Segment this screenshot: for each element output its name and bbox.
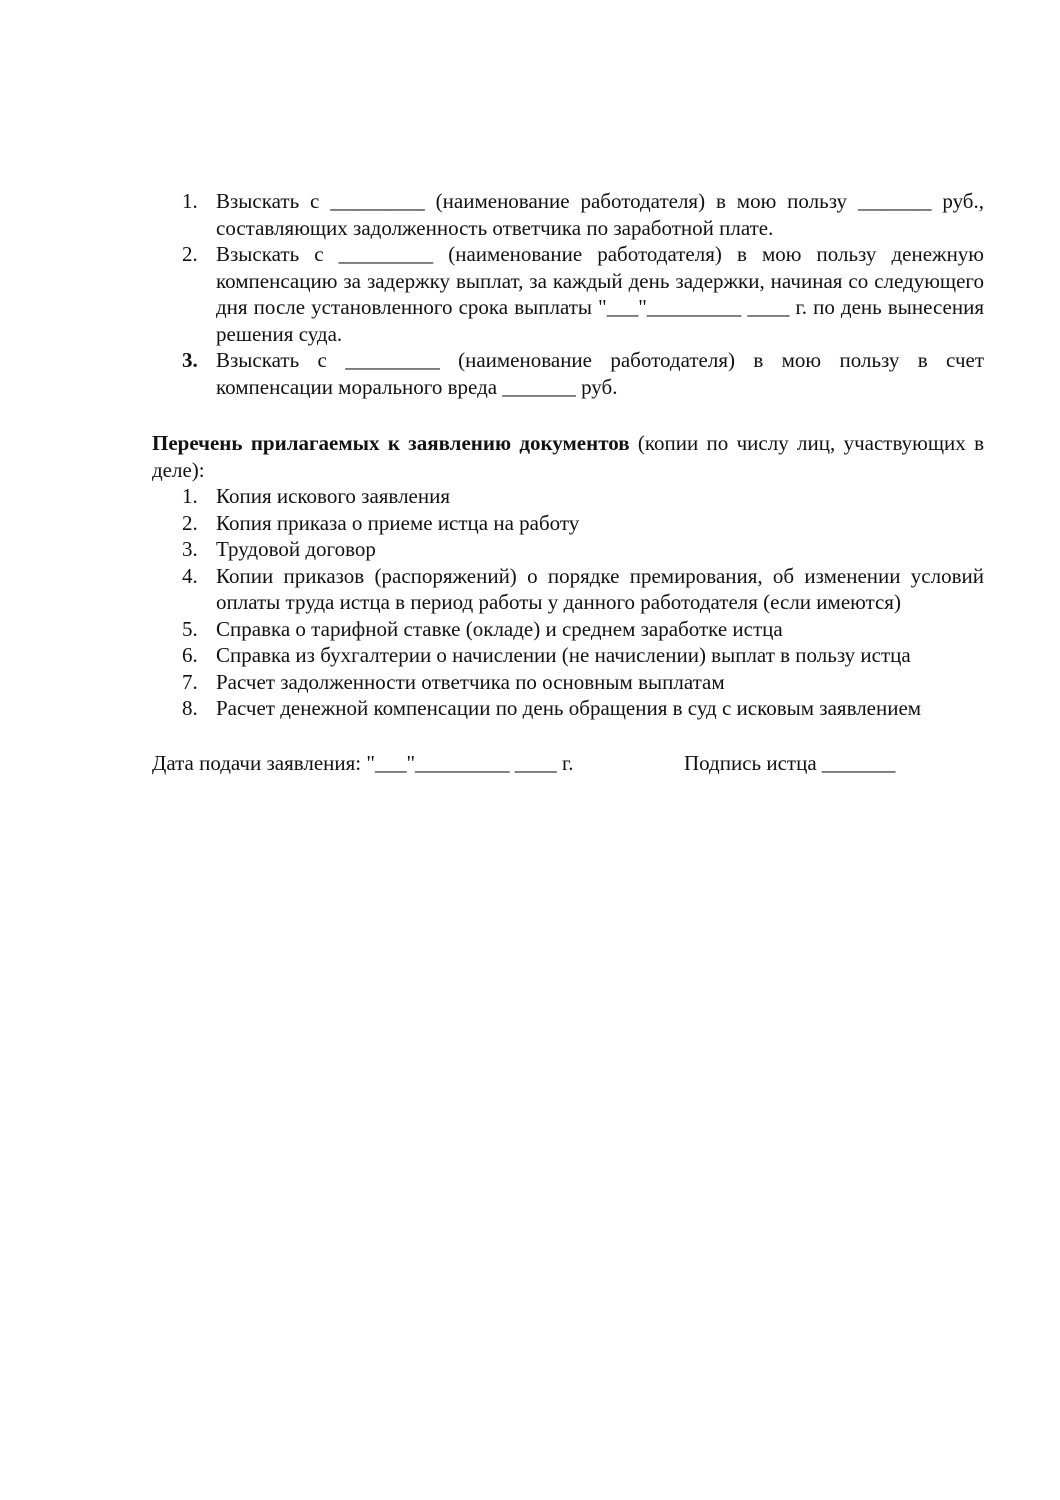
list-item <box>152 695 984 722</box>
list-item-number: 2. <box>182 510 198 535</box>
list-item-number: 3. <box>182 348 198 372</box>
plaintiff-signature: Подпись истца _______ <box>684 750 896 775</box>
list-item-text: Справка о тарифной ставке (окладе) и среднем заработке истца <box>216 616 783 641</box>
list-item <box>152 536 984 563</box>
list-item-text: Расчет денежной компенсации по день обращения в суд с исковым заявлением <box>216 696 922 720</box>
list-item-number: 4. <box>182 563 198 588</box>
list-item-number: 2. <box>182 242 198 266</box>
claims-list <box>152 188 984 400</box>
spacer <box>152 722 984 750</box>
list-item <box>152 188 984 241</box>
filing-date: Дата подачи заявления: "___"_________ ____ г. <box>152 750 574 775</box>
list-item <box>152 642 984 669</box>
attachments-heading-rest: (копии по числу лиц, участвующих в деле): <box>152 431 984 482</box>
list-item-text: Трудовой договор <box>216 537 376 561</box>
list-item-number: 3. <box>182 537 198 561</box>
list-item <box>152 241 984 347</box>
list-item-text: Взыскать с _________ (наименование работодателя) в мою пользу _______ руб., составляющих задолженность ответчика по заработной плате. <box>216 189 984 240</box>
list-item <box>152 563 984 616</box>
list-item <box>152 483 984 510</box>
list-item-text: Справка из бухгалтерии о начислении (не начислении) выплат в пользу истца <box>216 643 911 667</box>
list-item-number: 5. <box>182 616 198 641</box>
list-item-number: 8. <box>182 696 198 720</box>
list-item-number: 6. <box>182 643 198 667</box>
list-item-number: 7. <box>182 669 198 694</box>
list-item-text: Расчет задолженности ответчика по основным выплатам <box>216 669 725 694</box>
list-item <box>152 669 984 696</box>
list-item <box>152 616 984 643</box>
list-item-text: Взыскать с _________ (наименование работодателя) в мою пользу в счет компенсации морального вреда _______ руб. <box>216 348 984 399</box>
list-item-number: 1. <box>182 484 198 508</box>
attachments-heading <box>152 430 984 483</box>
list-item <box>152 347 984 400</box>
list-item-text: Копии приказов (распоряжений) о порядке премирования, об изменении условий оплаты труда истца в период работы у данного работодателя (если имеются) <box>216 563 984 614</box>
list-item-text: Взыскать с _________ (наименование работодателя) в мою пользу денежную компенсацию за задержку выплат, за каждый день задержки, начиная со следующего дня после установленного срока выплаты "___"_________ ____ г. по день вынесения решения суда. <box>216 242 984 346</box>
attachments-list <box>152 483 984 722</box>
list-item-number: 1. <box>182 189 198 213</box>
document-page <box>152 188 984 776</box>
list-item-text: Копия искового заявления <box>216 484 451 508</box>
list-item <box>152 510 984 537</box>
attachments-heading-bold: Перечень прилагаемых к заявлению документов <box>152 431 630 455</box>
list-item-text: Копия приказа о приеме истца на работу <box>216 510 580 535</box>
document-footer <box>152 750 984 777</box>
spacer <box>152 400 984 430</box>
